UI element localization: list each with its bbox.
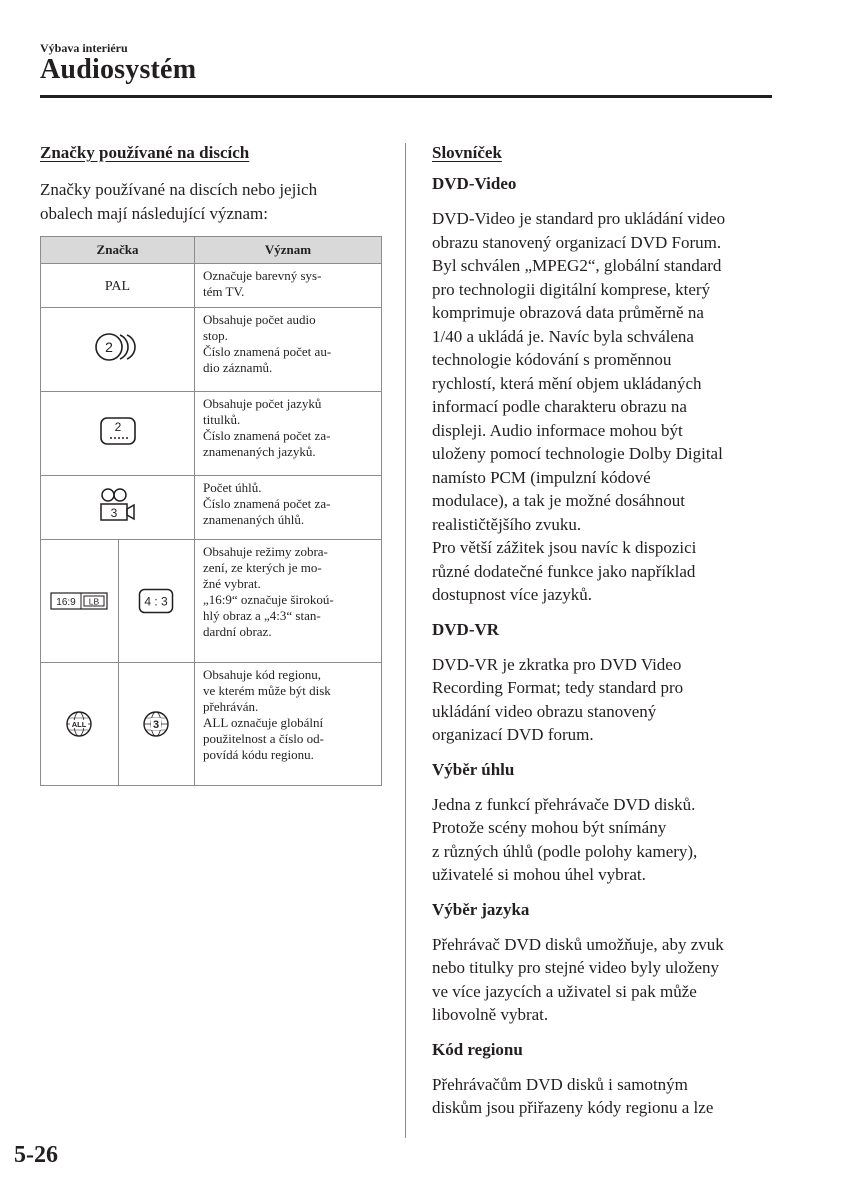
definition-line: libovolně vybrat. [432, 1005, 549, 1024]
meaning-line: Obsahuje režimy zobra- [203, 544, 328, 559]
glossary-term: DVD-VR [432, 619, 500, 639]
meaning-line: ve kterém může být disk [203, 683, 331, 698]
glossary-subhead: Slovníček [432, 143, 502, 162]
angle-count: 3 [110, 506, 117, 520]
symbol-cell [41, 264, 195, 308]
glossary-list [432, 172, 777, 1120]
definition-line: Přehrávač DVD disků umožňuje, aby zvuk [432, 934, 724, 954]
aspect-4-3-icon [138, 588, 174, 614]
glossary-definition [432, 793, 777, 887]
glossary-entry [432, 1038, 777, 1120]
symbol-cell [41, 392, 195, 476]
glossary-entry [432, 898, 777, 1027]
meaning-line: tém TV. [203, 284, 245, 299]
section-label: Výbava interiéru [40, 41, 128, 55]
definition-line: ve více jazycích a uživatel si pak může [432, 981, 697, 1001]
audio-streams-icon [92, 330, 144, 364]
title-rule [40, 95, 772, 98]
glossary-definition [432, 933, 777, 1027]
definition-line: rychlostí, která mění objem ukládaných [432, 373, 702, 393]
definition-line: Pro větší zážitek jsou navíc k dispozici [432, 538, 697, 557]
pal-mark: PAL [104, 278, 131, 294]
definition-line: Byl schválen „MPEG2“, globální standard [432, 256, 722, 275]
definition-line: Protože scény mohou být snímány [432, 818, 667, 837]
definition-line: nebo titulky pro stejné video byly uloženy [432, 958, 720, 977]
left-column [40, 140, 382, 786]
definition-line: Jedna z funkcí přehrávače DVD disků. [432, 794, 696, 814]
column-divider [405, 143, 406, 1138]
camera-angles-icon [98, 487, 138, 523]
meaning-cell [195, 663, 382, 786]
meaning-cell [195, 476, 382, 540]
glossary-entry [432, 172, 777, 607]
symbol-cell [41, 476, 195, 540]
definition-line: pro technologii digitální komprese, který [432, 279, 711, 299]
definition-line: uloženy pomocí technologie Dolby Digital [432, 444, 723, 463]
definition-line: informací podle charakteru obrazu na [432, 397, 687, 416]
definition-line: realističtějšího zvuku. [432, 514, 582, 534]
page-number: 5-26 [14, 1142, 58, 1168]
meaning-line: Číslo znamená počet au- [203, 344, 332, 359]
meaning-line: Označuje barevný sys- [203, 268, 322, 283]
meaning-line: Číslo znamená počet za- [203, 428, 331, 443]
definition-line: komprimuje obrazová data průměrně na [432, 303, 704, 322]
meaning-line: přehráván. [203, 699, 259, 714]
region-3-globe-icon [142, 710, 170, 738]
definition-line: technologie kódování s proměnnou [432, 350, 672, 369]
meaning-cell [195, 540, 382, 663]
definition-line: diskům jsou přiřazeny kódy regionu a lze [432, 1098, 714, 1117]
region-number-label: 3 [153, 719, 160, 731]
meaning-line: dardní obraz. [203, 624, 272, 639]
table-row [41, 540, 382, 663]
glossary-term: Výběr jazyka [432, 899, 530, 919]
meaning-cell [195, 264, 382, 308]
meaning-line: Obsahuje počet audio [203, 312, 316, 327]
meaning-line: znamenaných jazyků. [203, 444, 316, 459]
meaning-line: Obsahuje počet jazyků [203, 396, 322, 411]
definition-line: uživatelé si mohou úhel vybrat. [432, 865, 646, 884]
letterbox-label: LB [89, 596, 100, 607]
glossary-entry [432, 618, 777, 747]
marks-subhead: Značky používané na discích [40, 143, 250, 162]
region-all-label: ALL [71, 720, 87, 729]
header-meaning: Význam [195, 237, 382, 264]
glossary-definition [432, 1073, 777, 1120]
meaning-cell [195, 392, 382, 476]
meaning-line: Obsahuje kód regionu, [203, 667, 322, 682]
definition-line: namísto PCM (impulzní kódové [432, 467, 651, 487]
definition-line: Přehrávačům DVD disků i samotným [432, 1074, 688, 1094]
definition-line: 1/40 a ukládá je. Navíc byla schválena [432, 326, 694, 346]
meaning-line: zení, ze kterých je mo- [203, 560, 322, 575]
meaning-line: Počet úhlů. [203, 480, 262, 495]
table-header-row [41, 237, 382, 264]
definition-line: z různých úhlů (podle polohy kamery), [432, 841, 698, 861]
marks-intro [40, 178, 382, 226]
marks-table [40, 236, 382, 786]
subtitle-count: 2 [114, 420, 121, 434]
meaning-line: stop. [203, 328, 228, 343]
intro-line: Značky používané na discích nebo jejich [40, 180, 318, 199]
definition-line: DVD-VR je zkratka pro DVD Video [432, 654, 682, 674]
table-row [41, 308, 382, 392]
widescreen-label: 16:9 [56, 597, 76, 608]
meaning-line: titulků. [203, 412, 241, 427]
definition-line: ukládání video obrazu stanovený [432, 701, 657, 721]
glossary-term: DVD-Video [432, 174, 517, 193]
symbol-cell [41, 663, 195, 786]
meaning-line: Číslo znamená počet za- [203, 496, 331, 511]
audio-count: 2 [104, 339, 113, 355]
definition-line: různé dodatečné funkce jako například [432, 561, 696, 581]
definition-line: organizací DVD forum. [432, 725, 594, 744]
meaning-line: hlý obraz a „4:3“ stan- [203, 608, 321, 623]
definition-line: obrazu stanovený organizací DVD Forum. [432, 232, 722, 252]
meaning-line: znamenaných úhlů. [203, 512, 305, 527]
meaning-line: ALL označuje globální [203, 715, 324, 730]
symbol-cell [41, 540, 195, 663]
meaning-line: použitelnost a číslo od- [203, 731, 324, 746]
definition-line: displeji. Audio informace mohou být [432, 420, 683, 440]
symbol-cell [41, 308, 195, 392]
glossary-column [432, 140, 777, 1120]
intro-line: obalech mají následující význam: [40, 204, 269, 223]
glossary-term: Kód regionu [432, 1039, 523, 1059]
definition-line: dostupnost více jazyků. [432, 585, 593, 604]
meaning-line: „16:9“ označuje širokoú- [203, 592, 334, 607]
standard-label: 4 : 3 [144, 594, 168, 609]
table-row [41, 476, 382, 540]
meaning-line: dio záznamů. [203, 360, 273, 375]
subtitles-icon [99, 416, 137, 446]
glossary-definition [432, 653, 777, 747]
definition-line: DVD-Video je standard pro ukládání video [432, 209, 726, 228]
meaning-line: povídá kódu regionu. [203, 747, 314, 762]
glossary-term: Výběr úhlu [432, 759, 515, 779]
widescreen-lb-icon [50, 592, 108, 610]
definition-line: modulace), a tak je možné dosáhnout [432, 491, 686, 510]
region-all-globe-icon [65, 710, 93, 738]
header-mark: Značka [41, 237, 195, 264]
glossary-definition [432, 207, 777, 607]
table-row [41, 392, 382, 476]
meaning-line: žné vybrat. [203, 576, 261, 591]
meaning-cell [195, 308, 382, 392]
table-row [41, 663, 382, 786]
definition-line: Recording Format; tedy standard pro [432, 678, 684, 697]
page-title: Audiosystém [40, 54, 197, 85]
table-row [41, 264, 382, 308]
glossary-entry [432, 758, 777, 887]
